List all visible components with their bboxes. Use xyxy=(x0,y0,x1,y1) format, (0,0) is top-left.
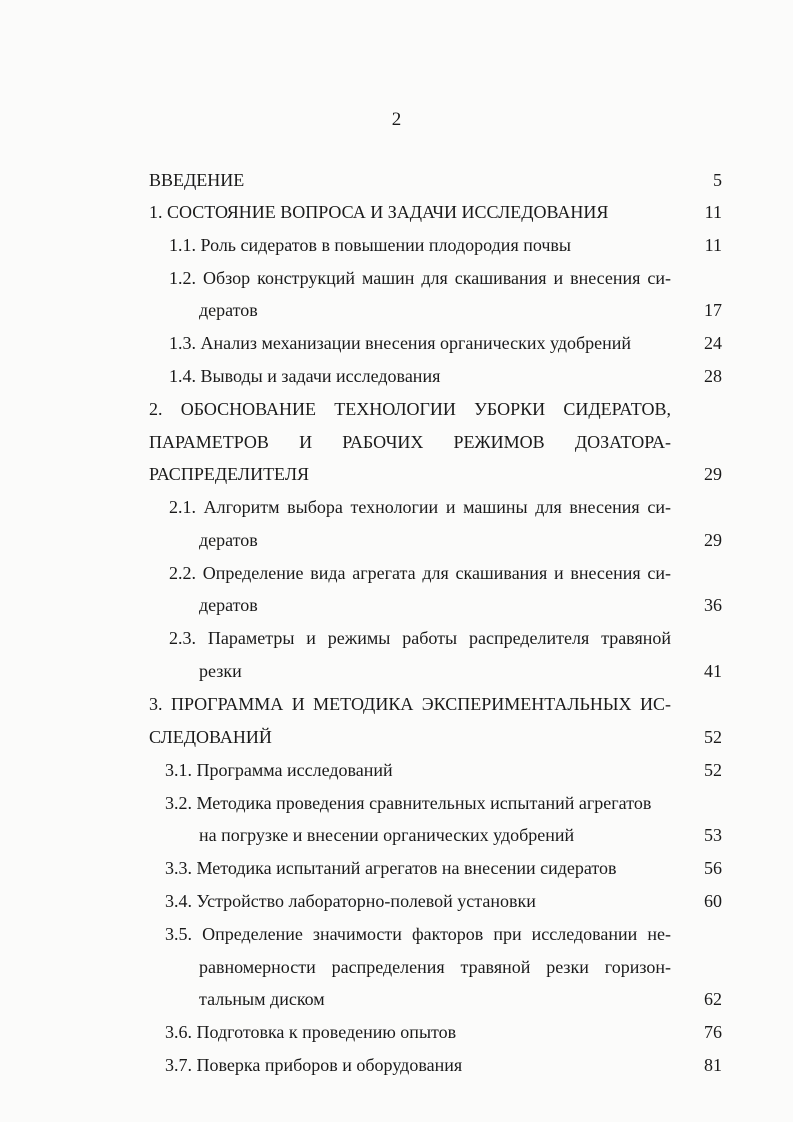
toc-entry-page: 56 xyxy=(704,858,722,878)
toc-entry-page: 53 xyxy=(704,825,722,845)
toc-entry-title: резки xyxy=(199,661,242,681)
toc-entry-title: 3.4. Устройство лабораторно-полевой установки xyxy=(165,891,536,911)
toc-entry-title: 3.7. Поверка приборов и оборудования xyxy=(165,1055,463,1075)
toc-entry-page: 29 xyxy=(704,530,722,550)
toc-entry-title: РАСПРЕДЕЛИТЕЛЯ xyxy=(149,464,310,484)
toc-entry-page: 11 xyxy=(704,235,722,255)
toc-entry-title: дератов xyxy=(199,300,258,320)
toc-entry-title: 3.1. Программа исследований xyxy=(165,760,393,780)
toc-entry-page: 81 xyxy=(704,1055,722,1075)
toc-entry-title: 2.2. Определение вида агрегата для скашивания и внесения си- xyxy=(169,563,671,583)
toc-entry-title: 1.3. Анализ механизации внесения органических удобрений xyxy=(169,333,632,353)
toc-entry-title: равномерности распределения травяной резки горизон- xyxy=(199,957,671,977)
toc-entry-title: 3.5. Определение значимости факторов при исследовании не- xyxy=(165,924,671,944)
toc-entry-page: 28 xyxy=(704,366,722,386)
toc-entry-title: дератов xyxy=(199,530,258,550)
toc-entry-title: 1.1. Роль сидератов в повышении плодородия почвы xyxy=(169,235,572,255)
toc-entry-title: ВВЕДЕНИЕ xyxy=(149,170,245,190)
toc-entry-title: 2.1. Алгоритм выбора технологии и машины для внесения си- xyxy=(169,497,671,517)
toc-entry-page: 62 xyxy=(704,989,722,1009)
toc-entry-title: на погрузке и внесении органических удобрений xyxy=(199,825,575,845)
page-number: 2 xyxy=(391,109,402,130)
toc-entry-title: 3.2. Методика проведения сравнительных испытаний агрегатов xyxy=(165,793,652,813)
toc-entry-page: 41 xyxy=(704,661,722,681)
toc-entry-page: 17 xyxy=(704,300,722,320)
toc-entry-title: 3.6. Подготовка к проведению опытов xyxy=(165,1022,457,1042)
toc-entry-page: 24 xyxy=(704,333,722,353)
toc-entry-title: 1.4. Выводы и задачи исследования xyxy=(169,366,441,386)
toc-entry-title: дератов xyxy=(199,595,258,615)
toc-entry-page: 52 xyxy=(704,760,722,780)
toc-entry-title: тальным диском xyxy=(199,989,325,1009)
toc-entry-page: 11 xyxy=(704,202,722,222)
toc-entry-page: 5 xyxy=(713,170,722,190)
toc-entry-page: 52 xyxy=(704,727,722,747)
toc-entry-title: 3.3. Методика испытаний агрегатов на внесении сидератов xyxy=(165,858,617,878)
toc-entry-title: 2. ОБОСНОВАНИЕ ТЕХНОЛОГИИ УБОРКИ СИДЕРАТОВ, xyxy=(149,399,671,419)
toc-entry-title: 3. ПРОГРАММА И МЕТОДИКА ЭКСПЕРИМЕНТАЛЬНЫХ ИС- xyxy=(149,694,671,714)
toc-entry-page: 76 xyxy=(704,1022,722,1042)
toc-entry-page: 60 xyxy=(704,891,722,911)
toc-entry-title: 1. СОСТОЯНИЕ ВОПРОСА И ЗАДАЧИ ИССЛЕДОВАНИЯ xyxy=(149,202,609,222)
toc-entry-title: 1.2. Обзор конструкций машин для скашивания и внесения си- xyxy=(169,268,671,288)
toc-entry-title: 2.3. Параметры и режимы работы распределителя травяной xyxy=(169,628,671,648)
toc-entry-title: СЛЕДОВАНИЙ xyxy=(149,727,272,747)
toc-entry-page: 29 xyxy=(704,464,722,484)
toc-entry-title: ПАРАМЕТРОВ И РАБОЧИХ РЕЖИМОВ ДОЗАТОРА- xyxy=(149,432,671,452)
toc-entry-page: 36 xyxy=(704,595,722,615)
